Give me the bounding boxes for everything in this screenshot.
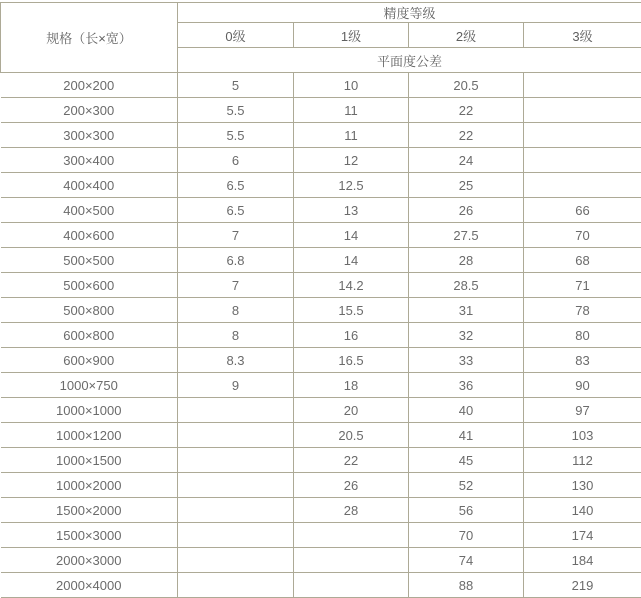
table-row <box>1 473 641 498</box>
tolerance-value-cell <box>178 423 294 448</box>
tolerance-value-cell: 36 <box>409 373 524 398</box>
tolerance-value-cell: 83 <box>524 348 641 373</box>
tolerance-value-cell: 13 <box>294 198 409 223</box>
tolerance-value-cell: 11 <box>294 123 409 148</box>
tolerance-value-cell <box>524 73 641 98</box>
tolerance-value-cell: 16.5 <box>294 348 409 373</box>
tolerance-value-cell <box>178 523 294 548</box>
tolerance-value-cell: 74 <box>409 548 524 573</box>
tolerance-value-cell: 219 <box>524 573 641 598</box>
tolerance-value-cell <box>178 573 294 598</box>
tolerance-value-cell: 31 <box>409 298 524 323</box>
row-size-label: 400×500 <box>1 198 178 223</box>
row-size-label: 1500×2000 <box>1 498 178 523</box>
table-row <box>1 198 641 223</box>
tolerance-value-cell: 27.5 <box>409 223 524 248</box>
tolerance-value-cell: 8.3 <box>178 348 294 373</box>
tolerance-value-cell: 6.5 <box>178 173 294 198</box>
row-size-label: 300×400 <box>1 148 178 173</box>
tolerance-value-cell: 16 <box>294 323 409 348</box>
tolerance-value-cell: 184 <box>524 548 641 573</box>
tolerance-value-cell <box>178 473 294 498</box>
table-row <box>1 273 641 298</box>
tolerance-value-cell: 25 <box>409 173 524 198</box>
tolerance-value-cell: 41 <box>409 423 524 448</box>
row-size-label: 500×500 <box>1 248 178 273</box>
tolerance-value-cell: 7 <box>178 273 294 298</box>
table-row <box>1 98 641 123</box>
tolerance-value-cell: 18 <box>294 373 409 398</box>
table-row <box>1 523 641 548</box>
tolerance-value-cell: 20 <box>294 398 409 423</box>
row-size-label: 200×300 <box>1 98 178 123</box>
row-size-label: 1000×1000 <box>1 398 178 423</box>
tolerance-value-cell <box>524 173 641 198</box>
tolerance-value-cell: 97 <box>524 398 641 423</box>
row-size-label: 2000×4000 <box>1 573 178 598</box>
row-size-label: 300×300 <box>1 123 178 148</box>
precision-group-header-cell: 精度等级 <box>178 3 641 23</box>
tolerance-value-cell: 80 <box>524 323 641 348</box>
tolerance-value-cell: 6 <box>178 148 294 173</box>
table-row <box>1 173 641 198</box>
tolerance-value-cell: 56 <box>409 498 524 523</box>
grade-column-header-1: 1级 <box>294 23 409 48</box>
tolerance-value-cell <box>178 448 294 473</box>
table-row <box>1 298 641 323</box>
tolerance-value-cell: 70 <box>409 523 524 548</box>
row-size-label: 1500×3000 <box>1 523 178 548</box>
tolerance-value-cell <box>178 398 294 423</box>
tolerance-value-cell: 112 <box>524 448 641 473</box>
tolerance-value-cell: 10 <box>294 73 409 98</box>
tolerance-value-cell: 78 <box>524 298 641 323</box>
tolerance-value-cell <box>524 148 641 173</box>
tolerance-value-cell: 33 <box>409 348 524 373</box>
flatness-tolerance-table <box>0 2 641 598</box>
tolerance-value-cell <box>294 523 409 548</box>
table-row <box>1 348 641 373</box>
row-size-label: 600×900 <box>1 348 178 373</box>
tolerance-value-cell: 14 <box>294 223 409 248</box>
tolerance-value-cell: 140 <box>524 498 641 523</box>
tolerance-value-cell <box>178 548 294 573</box>
row-size-label: 2000×3000 <box>1 548 178 573</box>
tolerance-value-cell: 8 <box>178 298 294 323</box>
tolerance-value-cell: 103 <box>524 423 641 448</box>
tolerance-value-cell: 5.5 <box>178 98 294 123</box>
row-size-label: 500×600 <box>1 273 178 298</box>
tolerance-value-cell: 6.5 <box>178 198 294 223</box>
table-row <box>1 448 641 473</box>
table-row <box>1 248 641 273</box>
tolerance-value-cell <box>524 98 641 123</box>
tolerance-value-cell: 40 <box>409 398 524 423</box>
tolerance-value-cell <box>524 123 641 148</box>
grade-column-header-2: 2级 <box>409 23 524 48</box>
tolerance-value-cell: 20.5 <box>294 423 409 448</box>
tolerance-value-cell: 70 <box>524 223 641 248</box>
tolerance-value-cell: 5 <box>178 73 294 98</box>
tolerance-value-cell: 9 <box>178 373 294 398</box>
tolerance-value-cell: 130 <box>524 473 641 498</box>
tolerance-value-cell: 14 <box>294 248 409 273</box>
table-row <box>1 373 641 398</box>
row-size-label: 1000×2000 <box>1 473 178 498</box>
tolerance-value-cell: 14.2 <box>294 273 409 298</box>
row-size-label: 1000×1500 <box>1 448 178 473</box>
tolerance-value-cell <box>178 498 294 523</box>
row-size-label: 1000×750 <box>1 373 178 398</box>
grade-column-header-3: 3级 <box>524 23 641 48</box>
tolerance-value-cell: 66 <box>524 198 641 223</box>
table-row <box>1 573 641 598</box>
row-size-label: 400×400 <box>1 173 178 198</box>
tolerance-value-cell: 20.5 <box>409 73 524 98</box>
row-size-label: 400×600 <box>1 223 178 248</box>
table-row <box>1 148 641 173</box>
tolerance-value-cell: 28 <box>409 248 524 273</box>
tolerance-value-cell: 5.5 <box>178 123 294 148</box>
tolerance-value-cell: 32 <box>409 323 524 348</box>
tolerance-value-cell: 7 <box>178 223 294 248</box>
table-header <box>1 3 641 73</box>
tolerance-value-cell: 15.5 <box>294 298 409 323</box>
table-row <box>1 498 641 523</box>
tolerance-value-cell: 68 <box>524 248 641 273</box>
precision-group-header-row <box>1 3 641 23</box>
tolerance-value-cell: 26 <box>409 198 524 223</box>
tolerance-value-cell <box>294 548 409 573</box>
tolerance-value-cell: 174 <box>524 523 641 548</box>
spec-header-cell: 规格（长×宽） <box>1 3 178 73</box>
table-row <box>1 123 641 148</box>
table-row <box>1 398 641 423</box>
tolerance-value-cell: 22 <box>409 123 524 148</box>
tolerance-value-cell: 90 <box>524 373 641 398</box>
tolerance-value-cell: 45 <box>409 448 524 473</box>
tolerance-value-cell: 28 <box>294 498 409 523</box>
tolerance-value-cell: 52 <box>409 473 524 498</box>
tolerance-value-cell: 88 <box>409 573 524 598</box>
tolerance-value-cell: 6.8 <box>178 248 294 273</box>
row-size-label: 200×200 <box>1 73 178 98</box>
table-row <box>1 73 641 98</box>
grade-column-header-0: 0级 <box>178 23 294 48</box>
row-size-label: 1000×1200 <box>1 423 178 448</box>
table-row <box>1 223 641 248</box>
tolerance-value-cell: 22 <box>409 98 524 123</box>
tolerance-value-cell: 12.5 <box>294 173 409 198</box>
table-row <box>1 548 641 573</box>
tolerance-value-cell: 11 <box>294 98 409 123</box>
tolerance-value-cell: 26 <box>294 473 409 498</box>
tolerance-value-cell: 71 <box>524 273 641 298</box>
table-row <box>1 323 641 348</box>
tolerance-value-cell <box>294 573 409 598</box>
tolerance-value-cell: 24 <box>409 148 524 173</box>
tolerance-subheader-cell: 平面度公差 <box>178 48 641 73</box>
table-body <box>1 73 641 598</box>
tolerance-value-cell: 28.5 <box>409 273 524 298</box>
row-size-label: 500×800 <box>1 298 178 323</box>
tolerance-value-cell: 12 <box>294 148 409 173</box>
tolerance-value-cell: 8 <box>178 323 294 348</box>
table-row <box>1 423 641 448</box>
row-size-label: 600×800 <box>1 323 178 348</box>
tolerance-value-cell: 22 <box>294 448 409 473</box>
